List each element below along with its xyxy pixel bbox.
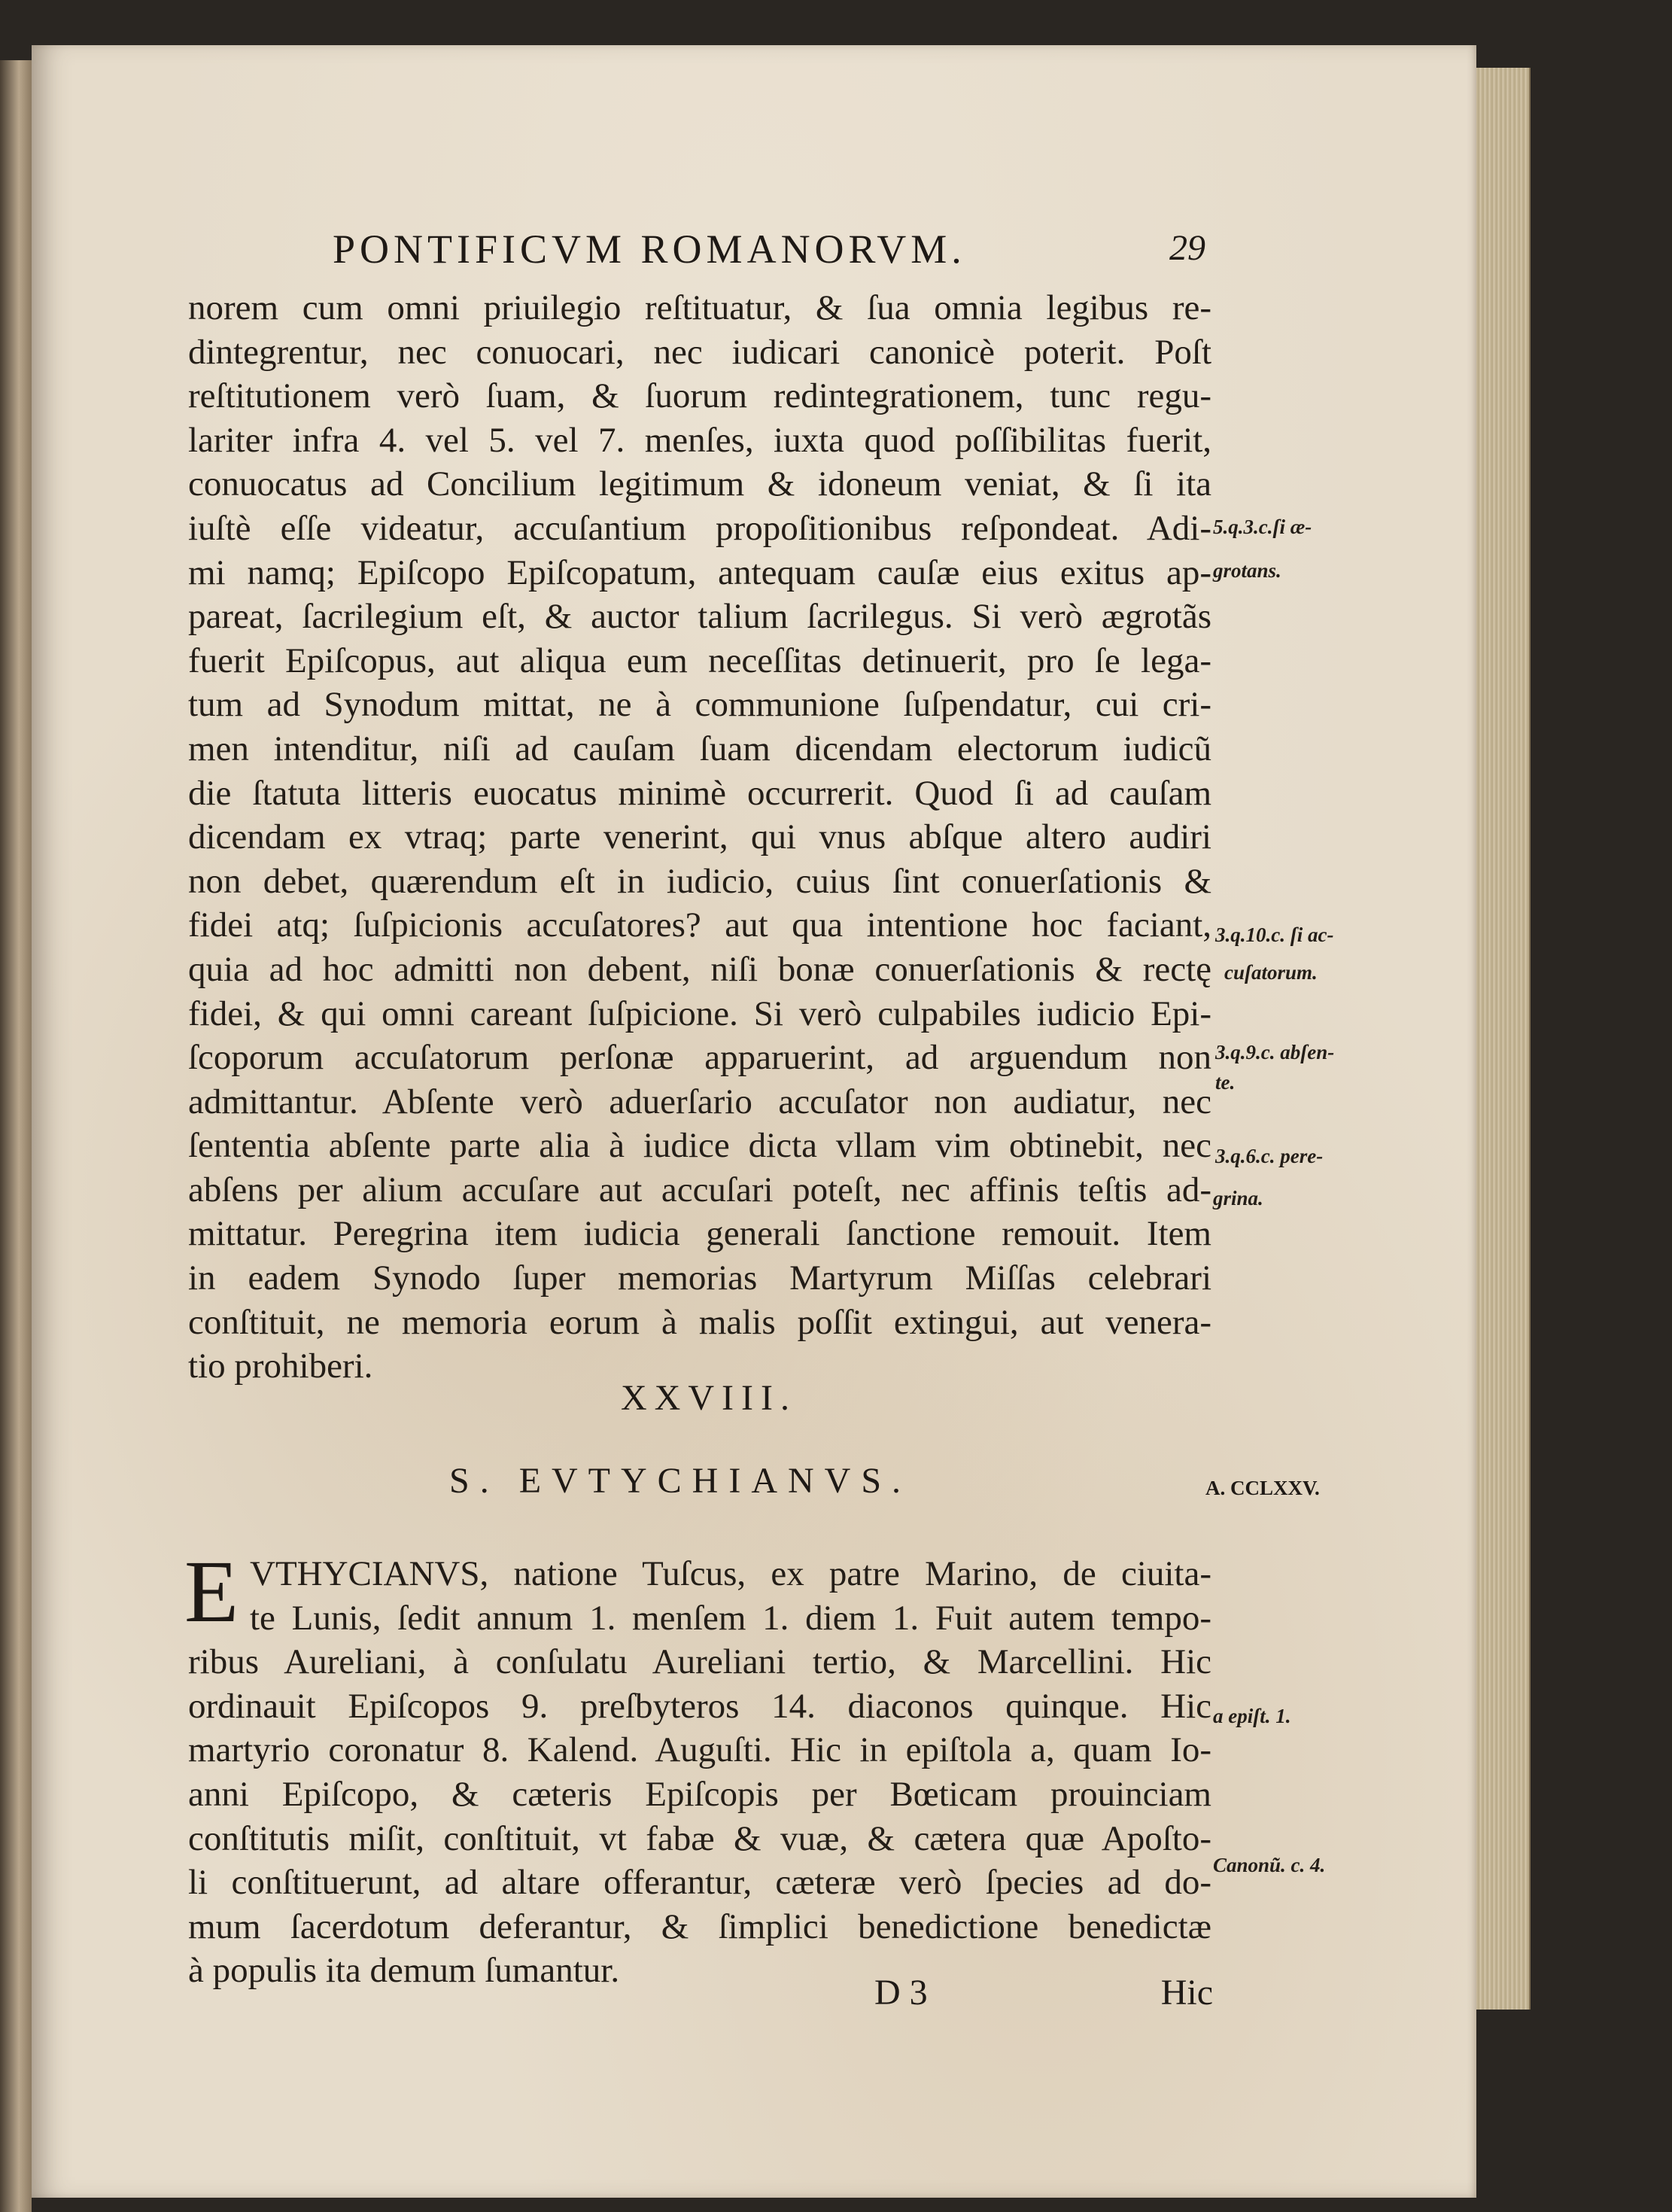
main-text-block xyxy=(188,286,1211,1389)
text-line: in eadem Synodo ſuper memorias Martyrum Miſſas celebrari xyxy=(188,1258,1211,1298)
marginal-note: 3.q.9.c. abſen- xyxy=(1215,1041,1335,1063)
book-page xyxy=(32,45,1476,2198)
text-line: fidei, & qui omni careant ſuſpicione. Si verò culpabiles iudicio Epi- xyxy=(188,993,1211,1033)
running-title: PONTIFICVM ROMANORVM. xyxy=(333,227,966,272)
section-text-block xyxy=(188,1552,1211,1993)
text-line: conſtitutis miſit, conſtituit, vt fabæ & vuæ, & cætera quæ Apoſto- xyxy=(188,1818,1211,1858)
text-line: men intenditur, niſi ad cauſam ſuam dicendam electorum iudicũ xyxy=(188,729,1211,768)
text-line: conſtituit, ne memoria eorum à malis poſſit extingui, aut venera- xyxy=(188,1302,1211,1342)
book-fore-edge xyxy=(1476,68,1531,2010)
facing-page-edge xyxy=(0,60,32,2212)
text-line: ſcoporum accuſatorum perſonæ apparuerint, ad arguendum non xyxy=(188,1038,1211,1078)
text-line: ribus Aureliani, à conſulatu Aureliani tertio, & Marcellini. Hic xyxy=(188,1642,1211,1682)
text-line: fidei atq; ſuſpicionis accuſatores? aut qua intentione hoc faciant, xyxy=(188,905,1211,945)
text-line: tum ad Synodum mittat, ne à communione ſuſpendatur, cui cri- xyxy=(188,685,1211,725)
text-line: norem cum omni priuilegio reſtituatur, & ſua omnia legibus re- xyxy=(188,288,1211,327)
text-line: dicendam ex vtraq; parte venerint, qui vnus abſque altero audiri xyxy=(188,817,1211,857)
text-line: à populis ita demum ſumantur. xyxy=(188,1951,620,1991)
text-line: reſtitutionem verò ſuam, & ſuorum redintegrationem, tunc regu- xyxy=(188,376,1211,416)
drop-cap: E xyxy=(184,1542,239,1641)
text-line: dintegrentur, nec conuocari, nec iudicari canonicè poterit. Poſt xyxy=(188,332,1211,372)
section-title: S. EVTYCHIANVS. xyxy=(449,1461,912,1501)
text-line: anni Epiſcopo, & cæteris Epiſcopis per Bœticam prouinciam xyxy=(188,1774,1211,1814)
marginal-note: Canonũ. c. 4. xyxy=(1213,1854,1326,1876)
text-line: mum ſacerdotum deferantur, & ſimplici benedictione benedictæ xyxy=(188,1906,1211,1946)
marginal-note: grotans. xyxy=(1213,559,1281,582)
catchword: Hic xyxy=(1160,1973,1213,2013)
section-number: XXVIII. xyxy=(621,1378,797,1418)
text-line: tio prohiberi. xyxy=(188,1346,373,1386)
text-line: te Lunis, ſedit annum 1. menſem 1. diem 1. Fuit autem tempo- xyxy=(250,1598,1211,1638)
text-line: non debet, quærendum eſt in iudicio, cuius ſint conuerſationis & xyxy=(188,861,1211,901)
marginal-note: 3.q.6.c. pere- xyxy=(1215,1145,1324,1167)
text-line: mi namq; Epiſcopo Epiſcopatum, antequam cauſæ eius exitus ap- xyxy=(188,552,1211,592)
page-header xyxy=(333,226,1205,286)
text-line: pareat, ſacrilegium eſt, & auctor talium ſacrilegus. Si verò ægrotãs xyxy=(188,597,1211,637)
text-line: abſens per alium accuſare aut accuſari poteſt, nec affinis teſtis ad- xyxy=(188,1170,1211,1209)
marginal-note: grina. xyxy=(1213,1187,1263,1209)
text-line: die ſtatuta litteris euocatus minimè occurrerit. Quod ſi ad cauſam xyxy=(188,773,1211,813)
text-line: li conſtituerunt, ad altare offerantur, cæteræ verò ſpecies ad do- xyxy=(188,1863,1211,1903)
signature-mark: D 3 xyxy=(874,1973,928,2013)
text-line: martyrio coronatur 8. Kalend. Auguſti. Hic in epiſtola a, quam Io- xyxy=(188,1730,1211,1770)
text-line: fuerit Epiſcopus, aut aliqua eum neceſſitas detinuerit, pro ſe lega- xyxy=(188,640,1211,680)
text-line: ſententia abſente parte alia à iudice dicta vllam vim obtinebit, nec xyxy=(188,1126,1211,1166)
text-line: admittantur. Abſente verò aduerſario accuſator non audiatur, nec xyxy=(188,1082,1211,1121)
section-year: A. CCLXXV. xyxy=(1205,1477,1320,1499)
page-number: 29 xyxy=(1169,228,1205,268)
text-line: mittatur. Peregrina item iudicia generali ſanctione remouit. Item xyxy=(188,1214,1211,1254)
text-line: ordinauit Epiſcopos 9. preſbyteros 14. diaconos quinque. Hic xyxy=(188,1686,1211,1726)
text-line: VTHYCIANVS, natione Tuſcus, ex patre Marino, de ciuita- xyxy=(250,1554,1211,1593)
marginal-note: 3.q.10.c. ſi ac- xyxy=(1215,923,1334,946)
marginal-note: a epiſt. 1. xyxy=(1213,1705,1291,1727)
text-line: lariter infra 4. vel 5. vel 7. menſes, iuxta quod poſſibilitas fuerit, xyxy=(188,420,1211,460)
text-line: quia ad hoc admitti non debent, niſi bonæ conuerſationis & rectę xyxy=(188,949,1211,989)
text-line: conuocatus ad Concilium legitimum & idoneum veniat, & ſi ita xyxy=(188,464,1211,504)
text-line: iuſtè eſſe videatur, accuſantium propoſitionibus reſpondeat. Adi- xyxy=(188,508,1211,548)
marginal-note: cuſatorum. xyxy=(1224,961,1318,984)
marginal-note: te. xyxy=(1215,1071,1236,1094)
marginal-note: 5.q.3.c.ſi æ- xyxy=(1213,516,1312,538)
